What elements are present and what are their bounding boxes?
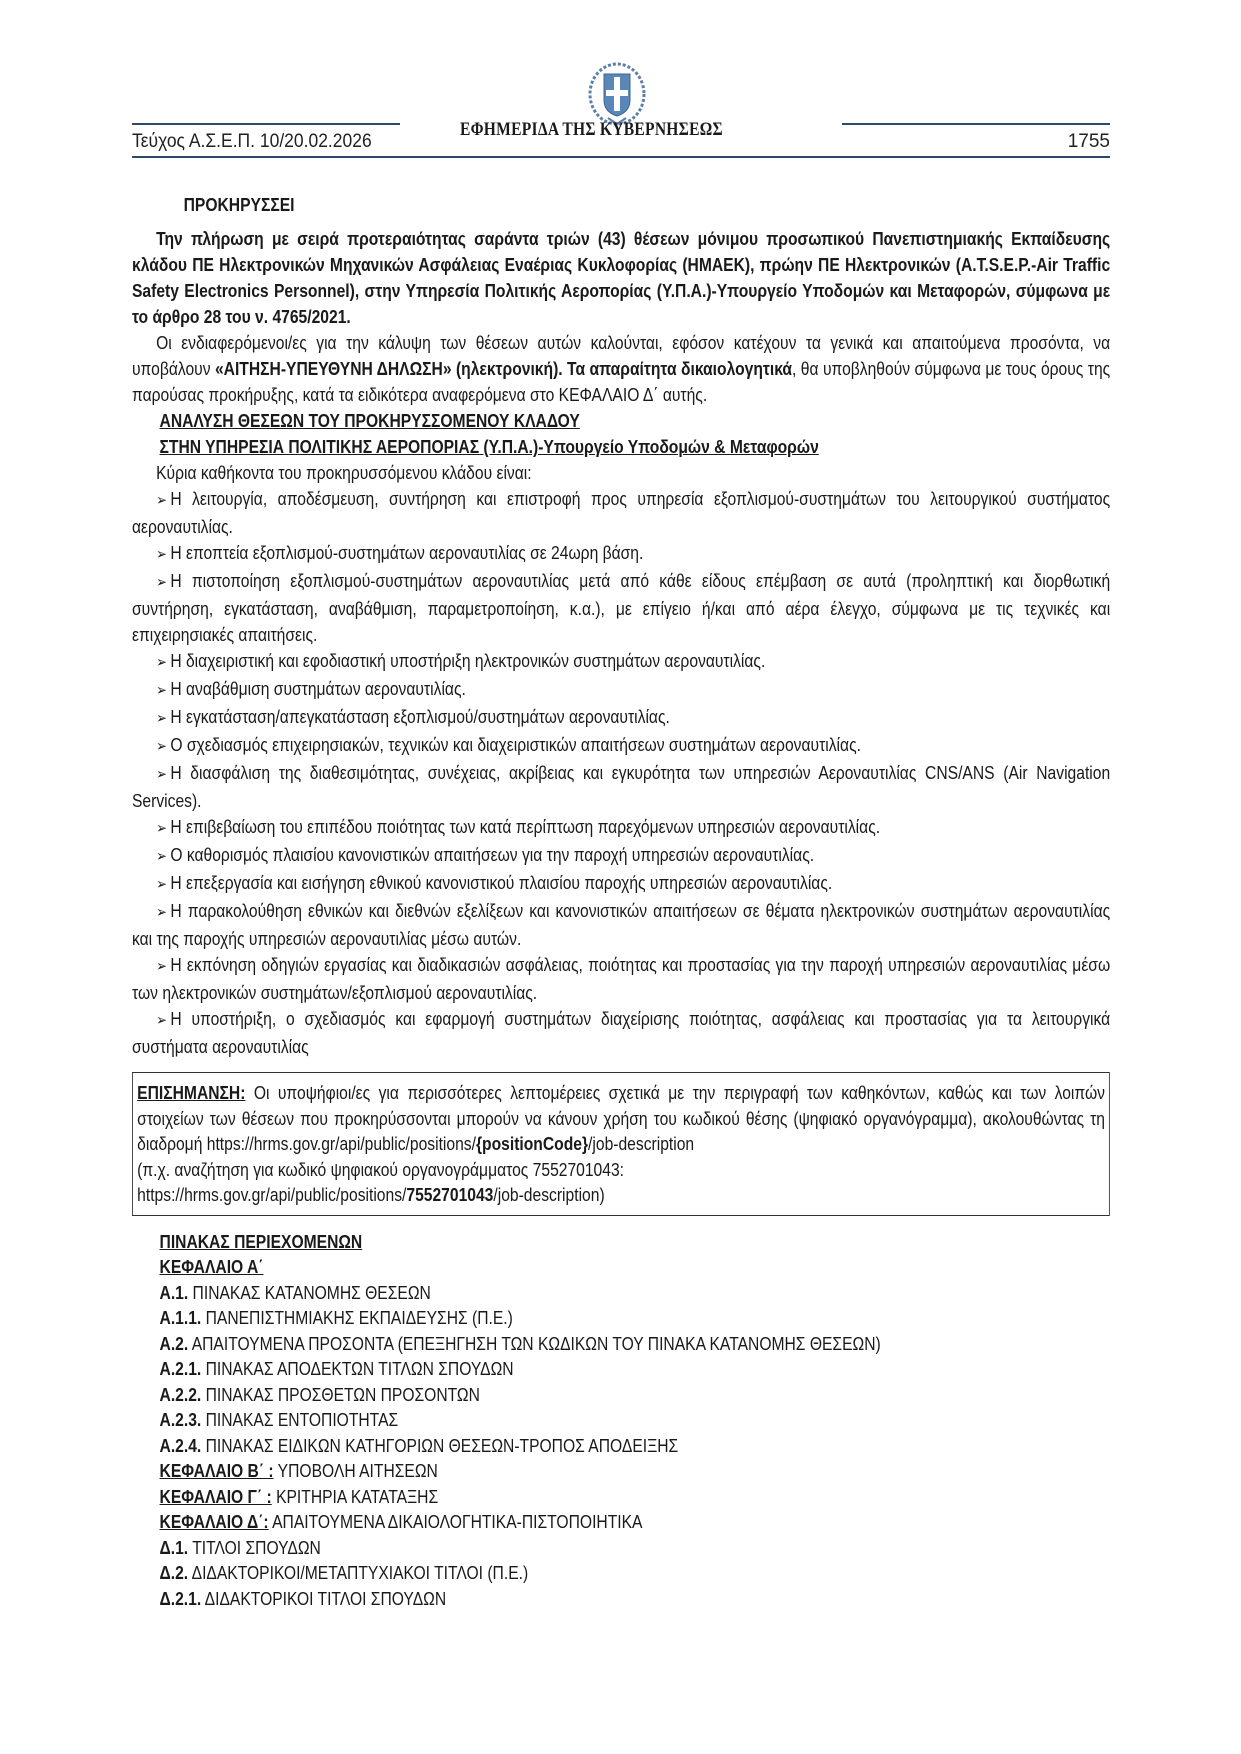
- toc-item-text: ΤΙΤΛΟΙ ΣΠΟΥΔΩΝ: [188, 1537, 321, 1558]
- gazette-title: ΕΦΗΜΕΡΙΔΑ ΤΗΣ ΚΥΒΕΡΝΗΣΕΩΣ: [460, 119, 723, 140]
- duty-text: Η αναβάθμιση συστημάτων αεροναυτιλίας.: [170, 679, 466, 699]
- document-body: [132, 192, 1110, 1612]
- list-item: [132, 952, 1110, 1006]
- arrow-bullet-icon: ➢: [156, 654, 167, 671]
- arrow-bullet-icon: ➢: [156, 682, 167, 699]
- toc-title: ΠΙΝΑΚΑΣ ΠΕΡΙΕΧΟΜΕΝΩΝ: [159, 1231, 363, 1252]
- duty-text: Η εγκατάσταση/απεγκατάσταση εξοπλισμού/συστημάτων αεροναυτιλίας.: [170, 707, 670, 727]
- analysis-heading-1: ΑΝΑΛΥΣΗ ΘΕΣΕΩΝ ΤΟΥ ΠΡΟΚΗΡΥΣΣΟΜΕΝΟΥ ΚΛΑΔΟΥ: [159, 411, 580, 431]
- toc-chapter-text: ΥΠΟΒΟΛΗ ΑΙΤΗΣΕΩΝ: [273, 1461, 438, 1481]
- arrow-bullet-icon: ➢: [156, 766, 167, 783]
- duty-text: Η επεξεργασία και εισήγηση εθνικού κανονιστικού πλαισίου παροχής υπηρεσιών αεροναυτιλίας.: [170, 873, 833, 893]
- arrow-bullet-icon: ➢: [156, 958, 167, 975]
- list-item: [132, 898, 1110, 952]
- arrow-bullet-icon: ➢: [156, 492, 167, 509]
- toc-item: [160, 1587, 1111, 1613]
- table-of-contents: [160, 1230, 1111, 1613]
- duties-intro: Κύρια καθήκοντα του προκηρυσσόμενου κλάδου είναι:: [156, 463, 532, 483]
- toc-item: [160, 1332, 1111, 1358]
- toc-chapter-a: ΚΕΦΑΛΑΙΟ Α΄: [159, 1257, 264, 1277]
- duty-text: Η πιστοποίηση εξοπλισμού-συστημάτων αεροναυτιλίας μετά από κάθε είδους επέμβαση σε αυτά (προληπτική και διορθωτική συντήρηση, εγκατάσταση, αναβάθμιση, παραμετροποίηση, κ.α.), με επίγειο ή/και από αέρα έλεγχο, σύμφωνα με τις τεχνικές και επιχειρησιακές απαιτήσεις.: [132, 571, 1111, 645]
- arrow-bullet-icon: ➢: [156, 1012, 167, 1029]
- list-item: [132, 648, 1110, 676]
- position-code-placeholder: {positionCode}: [475, 1134, 589, 1154]
- note-example-line: (π.χ. αναζήτηση για κωδικό ψηφιακού οργανογράμματος 7552701043:: [137, 1159, 625, 1180]
- toc-item-number: Α.2.2.: [159, 1384, 202, 1405]
- arrow-bullet-icon: ➢: [156, 820, 167, 837]
- toc-item-text: ΠΑΝΕΠΙΣΤΗΜΙΑΚΗΣ ΕΚΠΑΙΔΕΥΣΗΣ (Π.Ε.): [201, 1308, 513, 1328]
- toc-item-text: ΠΙΝΑΚΑΣ ΠΡΟΣΘΕΤΩΝ ΠΡΟΣΟΝΤΩΝ: [201, 1384, 480, 1405]
- toc-item-text: ΔΙΔΑΚΤΟΡΙΚΟΙ/ΜΕΤΑΠΤΥΧΙΑΚΟΙ ΤΙΤΛΟΙ (Π.Ε.): [188, 1563, 529, 1583]
- intro-bold-text: «ΑΙΤΗΣΗ-ΥΠΕΥΘΥΝΗ ΔΗΛΩΣΗ» (ηλεκτρονική). Τα απαραίτητα δικαιολογητικά: [214, 359, 793, 379]
- example-url-prefix[interactable]: https://hrms.gov.gr/api/public/positions/: [137, 1185, 407, 1205]
- toc-item-text: ΠΙΝΑΚΑΣ ΕΙΔΙΚΩΝ ΚΑΤΗΓΟΡΙΩΝ ΘΕΣΕΩΝ-ΤΡΟΠΟΣ ΑΠΟΔΕΙΞΗΣ: [201, 1435, 679, 1456]
- page-header: [132, 55, 1110, 155]
- intro-paragraph: [132, 330, 1110, 408]
- toc-item: [160, 1408, 1111, 1434]
- intro-text-2: , θα υποβληθούν σύμφωνα με τους όρους της παρούσας προκήρυξης, κατά τα ειδικότερα αναφερόμενα στο ΚΕΦΑΛΑΙΟ Δ΄ αυτής.: [132, 359, 1111, 405]
- toc-chapter-text: ΚΡΙΤΗΡΙΑ ΚΑΤΑΤΑΞΗΣ: [271, 1486, 439, 1507]
- toc-item: [160, 1306, 1111, 1332]
- note-example-url: [137, 1183, 1105, 1209]
- note-box: [132, 1072, 1110, 1216]
- duty-text: Ο σχεδιασμός επιχειρησιακών, τεχνικών και διαχειριστικών απαιτήσεων συστημάτων αεροναυτιλίας.: [170, 735, 861, 755]
- list-item: [132, 568, 1110, 648]
- toc-item: [160, 1281, 1111, 1307]
- toc-item-number: Α.1.: [159, 1282, 189, 1303]
- arrow-bullet-icon: ➢: [156, 574, 167, 591]
- list-item: [132, 870, 1110, 898]
- note-label: ΕΠΙΣΗΜΑΝΣΗ:: [137, 1083, 246, 1103]
- toc-item-number: Α.2.1.: [159, 1359, 202, 1379]
- toc-chapter-label: ΚΕΦΑΛΑΙΟ Δ΄:: [159, 1512, 269, 1532]
- toc-item-number: Α.2.: [159, 1333, 189, 1354]
- announcement-heading: ΠΡΟΚΗΡΥΣΣΕΙ: [183, 195, 295, 215]
- issue-label: Τεύχος Α.Σ.Ε.Π. 10/20.02.2026: [132, 131, 372, 152]
- toc-item-number: Δ.2.1.: [159, 1588, 202, 1609]
- note-text-suffix: /job-description: [588, 1134, 695, 1154]
- duty-text: Η υποστήριξη, ο σχεδιασμός και εφαρμογή συστημάτων διαχείρισης ποιότητας, ασφάλειας και προστασίας για τα λειτουργικά συστήματα αεροναυτιλίας: [132, 1009, 1111, 1057]
- example-url-suffix[interactable]: /job-description): [493, 1185, 605, 1205]
- toc-item-text: ΠΙΝΑΚΑΣ ΚΑΤΑΝΟΜΗΣ ΘΕΣΕΩΝ: [188, 1282, 431, 1303]
- intro-text: Οι ενδιαφερόμενοι/ες για την κάλυψη των θέσεων αυτών καλούνται, εφόσον κατέχουν τα γενικά και απαιτούμενα προσόντα, να υποβάλουν: [132, 333, 1111, 379]
- toc-item: [160, 1434, 1111, 1460]
- page-number: 1755: [1067, 131, 1110, 152]
- note-paragraph: [137, 1081, 1105, 1158]
- toc-chapter: [160, 1459, 1111, 1485]
- header-rule-bottom: [132, 156, 1110, 158]
- header-rule-right: [842, 123, 1110, 125]
- list-item: [132, 760, 1110, 814]
- arrow-bullet-icon: ➢: [156, 904, 167, 921]
- toc-item: [160, 1357, 1111, 1383]
- arrow-bullet-icon: ➢: [156, 848, 167, 865]
- toc-item-text: ΔΙΔΑΚΤΟΡΙΚΟΙ ΤΙΤΛΟΙ ΣΠΟΥΔΩΝ: [201, 1588, 447, 1609]
- list-item: [132, 704, 1110, 732]
- list-item: [132, 1006, 1110, 1060]
- toc-chapter-label: ΚΕΦΑΛΑΙΟ Γ΄ :: [159, 1486, 272, 1507]
- toc-chapter-label: ΚΕΦΑΛΑΙΟ Β΄ :: [159, 1461, 274, 1481]
- duty-text: Η διασφάλιση της διαθεσιμότητας, συνέχειας, ακρίβειας και εγκυρότητα των υπηρεσιών Αεροναυτιλίας CNS/ANS (Air Navigation Services).: [132, 763, 1111, 811]
- example-code[interactable]: 7552701043: [406, 1185, 494, 1205]
- analysis-heading-2: ΣΤΗΝ ΥΠΗΡΕΣΙΑ ΠΟΛΙΤΙΚΗΣ ΑΕΡΟΠΟΡΙΑΣ (Υ.Π.Α.)-Υπουργείο Υποδομών & Μεταφορών: [159, 437, 819, 457]
- list-item: [132, 732, 1110, 760]
- toc-item: [160, 1383, 1111, 1409]
- list-item: [132, 814, 1110, 842]
- list-item: [132, 676, 1110, 704]
- toc-item-number: Δ.2.: [159, 1563, 189, 1583]
- toc-chapter-text: ΑΠΑΙΤΟΥΜΕΝΑ ΔΙΚΑΙΟΛΟΓΗΤΙΚΑ-ΠΙΣΤΟΠΟΙΗΤΙΚΑ: [268, 1512, 643, 1532]
- toc-item-number: Α.2.4.: [159, 1435, 202, 1456]
- arrow-bullet-icon: ➢: [156, 738, 167, 755]
- duty-text: Η παρακολούθηση εθνικών και διεθνών εξελίξεων και κανονιστικών απαιτήσεων σε θέματα ηλεκτρονικών συστημάτων αεροναυτιλίας και της παροχής υπηρεσιών αεροναυτιλίας μέσω αυτών.: [132, 901, 1111, 949]
- toc-item-number: Α.1.1.: [159, 1308, 202, 1328]
- duty-text: Η εκπόνηση οδηγιών εργασίας και διαδικασιών ασφάλειας, ποιότητας και προστασίας για την παροχή υπηρεσιών αεροναυτιλίας μέσω των ηλεκτρονικών συστημάτων/εξοπλισμού αεροναυτιλίας.: [132, 955, 1111, 1003]
- toc-chapter: [160, 1510, 1111, 1536]
- duties-list: [132, 486, 1110, 1060]
- toc-item-number: Α.2.3.: [159, 1410, 202, 1430]
- duty-text: Η επιβεβαίωση του επιπέδου ποιότητας των κατά περίπτωση παρεχόμενων υπηρεσιών αεροναυτιλίας.: [170, 817, 881, 837]
- arrow-bullet-icon: ➢: [156, 546, 167, 563]
- duty-text: Η εποπτεία εξοπλισμού-συστημάτων αεροναυτιλίας σε 24ωρη βάση.: [170, 543, 644, 563]
- duty-text: Η διαχειριστική και εφοδιαστική υποστήριξη ηλεκτρονικών συστημάτων αεροναυτιλίας.: [170, 651, 766, 671]
- coat-of-arms-icon: [586, 60, 648, 128]
- toc-item-text: ΑΠΑΙΤΟΥΜΕΝΑ ΠΡΟΣΟΝΤΑ (ΕΠΕΞΗΓΗΣΗ ΤΩΝ ΚΩΔΙΚΩΝ ΤΟΥ ΠΙΝΑΚΑ ΚΑΤΑΝΟΜΗΣ ΘΕΣΕΩΝ): [188, 1333, 881, 1354]
- list-item: [132, 842, 1110, 870]
- toc-item-text: ΠΙΝΑΚΑΣ ΑΠΟΔΕΚΤΩΝ ΤΙΤΛΩΝ ΣΠΟΥΔΩΝ: [201, 1359, 514, 1379]
- toc-chapter: [160, 1485, 1111, 1511]
- note-text: Οι υποψήφιοι/ες για περισσότερες λεπτομέρειες σχετικά με την περιγραφή των καθηκόντων, καθώς και των λοιπών στοιχείων των θέσεων που προκηρύσσονται μπορούν να κάνουν χρήση του κωδικού θέσης (ψηφιακό οργανόγραμμα), ακολουθώντας τη διαδρομή https://hrms.gov.gr/api/public/positions/: [137, 1083, 1106, 1154]
- list-item: [132, 486, 1110, 540]
- header-rule-left: [132, 123, 400, 125]
- duty-text: Ο καθορισμός πλαισίου κανονιστικών απαιτήσεων για την παροχή υπηρεσιών αεροναυτιλίας.: [170, 845, 815, 865]
- toc-item: [160, 1561, 1111, 1587]
- toc-item-number: Δ.1.: [159, 1537, 189, 1558]
- arrow-bullet-icon: ➢: [156, 876, 167, 893]
- announcement-summary: Την πλήρωση με σειρά προτεραιότητας σαράντα τριών (43) θέσεων μόνιμου προσωπικού Πανεπιστημιακής Εκπαίδευσης κλάδου ΠΕ Ηλεκτρονικών Μηχανικών Ασφάλειας Εναέριας Κυκλοφορίας (ΗΜΑΕΚ), πρώην ΠΕ Ηλεκτρονικών (A.T.S.E.P.-Air Traffic Safety Electronics Personnel), στην Υπηρεσία Πολιτικής Αεροπορίας (Υ.Π.Α.)-Υπουργείο Υποδομών και Μεταφορών, σύμφωνα με το άρθρο 28 του ν. 4765/2021.: [132, 229, 1111, 327]
- duty-text: Η λειτουργία, αποδέσμευση, συντήρηση και επιστροφή προς υπηρεσία εξοπλισμού-συστημάτων του λειτουργικού συστήματος αεροναυτιλίας.: [132, 489, 1111, 537]
- arrow-bullet-icon: ➢: [156, 710, 167, 727]
- toc-item-text: ΠΙΝΑΚΑΣ ΕΝΤΟΠΙΟΤΗΤΑΣ: [201, 1410, 399, 1430]
- list-item: [132, 540, 1110, 568]
- toc-item: [160, 1536, 1111, 1562]
